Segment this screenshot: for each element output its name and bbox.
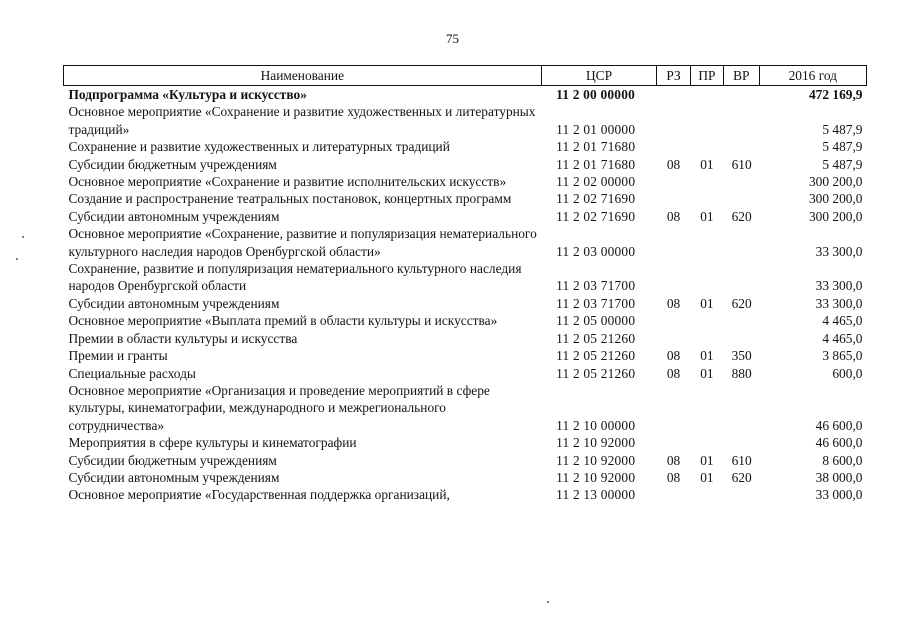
header-rz: РЗ <box>657 66 690 86</box>
cell-vr: 620 <box>731 469 752 485</box>
table-row <box>64 138 867 155</box>
table-row <box>64 190 867 207</box>
cell-csr: 11 2 05 21260 <box>556 330 636 346</box>
cell-name: Основное мероприятие «Организация и проведение мероприятий в сфере культуры, кинематографии, международного и межрегионального сотрудничества» <box>68 382 490 433</box>
cell-rz <box>657 486 690 503</box>
cell-vr <box>724 190 759 207</box>
cell-rz <box>657 434 690 451</box>
cell-rz: 08 <box>666 208 681 224</box>
cell-rz <box>657 312 690 329</box>
cell-rz <box>657 190 690 207</box>
table-row <box>64 434 867 451</box>
cell-vr <box>724 103 759 138</box>
cell-csr: 11 2 01 71680 <box>556 139 636 155</box>
cell-vr: 350 <box>731 348 752 364</box>
header-csr: ЦСР <box>541 66 657 86</box>
cell-vr <box>724 382 759 434</box>
table-body <box>64 86 867 504</box>
cell-name: Субсидии бюджетным учреждениям <box>68 156 277 172</box>
cell-vr: 620 <box>731 208 752 224</box>
cell-year: 33 300,0 <box>815 243 863 259</box>
cell-pr: 01 <box>700 348 714 364</box>
cell-pr: 01 <box>700 469 714 485</box>
cell-rz <box>657 330 690 347</box>
header-name: Наименование <box>64 66 542 86</box>
cell-pr <box>690 312 723 329</box>
cell-pr: 01 <box>700 452 714 468</box>
table-row <box>64 486 867 503</box>
cell-year: 300 200,0 <box>808 191 863 207</box>
cell-year: 46 600,0 <box>815 417 863 433</box>
scan-speck <box>22 236 24 238</box>
table-row <box>64 382 867 434</box>
cell-year: 600,0 <box>832 365 863 381</box>
table-row <box>64 365 867 382</box>
cell-pr: 01 <box>700 295 714 311</box>
cell-csr: 11 2 10 92000 <box>556 435 636 451</box>
cell-rz <box>657 86 690 104</box>
cell-pr <box>690 486 723 503</box>
cell-pr <box>690 225 723 260</box>
table-row <box>64 173 867 190</box>
cell-name: Подпрограмма «Культура и искусство» <box>68 87 307 102</box>
cell-name: Сохранение и развитие художественных и литературных традиций <box>68 139 450 155</box>
cell-csr: 11 2 01 00000 <box>556 121 636 137</box>
cell-name: Специальные расходы <box>68 365 196 381</box>
cell-csr: 11 2 02 71690 <box>556 191 636 207</box>
table-row <box>64 469 867 486</box>
cell-pr <box>690 260 723 295</box>
cell-rz <box>657 103 690 138</box>
cell-name: Премии в области культуры и искусства <box>68 330 298 346</box>
cell-pr <box>690 138 723 155</box>
cell-vr <box>724 260 759 295</box>
cell-csr: 11 2 05 00000 <box>556 313 636 329</box>
cell-vr <box>724 225 759 260</box>
table-header <box>64 66 867 86</box>
cell-pr <box>690 190 723 207</box>
cell-name: Основное мероприятие «Выплата премий в области культуры и искусства» <box>68 313 498 329</box>
cell-year: 4 465,0 <box>822 330 863 346</box>
cell-name: Создание и распространение театральных постановок, концертных программ <box>68 191 512 207</box>
cell-rz: 08 <box>666 365 681 381</box>
cell-rz: 08 <box>666 156 681 172</box>
scan-speck <box>547 601 549 603</box>
cell-pr: 01 <box>700 208 714 224</box>
cell-year: 5 487,9 <box>822 139 863 155</box>
cell-name: Основное мероприятие «Сохранение и развитие исполнительских искусств» <box>68 174 507 190</box>
cell-pr <box>690 173 723 190</box>
cell-pr <box>690 434 723 451</box>
cell-name: Субсидии автономным учреждениям <box>68 295 280 311</box>
cell-pr <box>690 103 723 138</box>
cell-name: Основное мероприятие «Сохранение, развитие и популяризация нематериального культурного наследия народов Оренбургской области» <box>68 226 537 259</box>
cell-pr: 01 <box>700 156 714 172</box>
table-row <box>64 347 867 364</box>
cell-csr: 11 2 10 92000 <box>556 469 636 485</box>
cell-rz: 08 <box>666 469 681 485</box>
cell-pr <box>690 86 723 104</box>
cell-rz <box>657 173 690 190</box>
cell-csr: 11 2 00 00000 <box>556 87 635 102</box>
cell-csr: 11 2 13 00000 <box>556 487 636 503</box>
cell-name: Субсидии автономным учреждениям <box>68 469 280 485</box>
cell-year: 472 169,9 <box>808 87 863 102</box>
cell-rz: 08 <box>666 452 681 468</box>
header-year: 2016 год <box>759 66 866 86</box>
cell-pr <box>690 330 723 347</box>
table-row <box>64 295 867 312</box>
cell-name: Основное мероприятие «Сохранение и развитие художественных и литературных традиций» <box>68 104 536 137</box>
cell-vr <box>724 486 759 503</box>
cell-csr: 11 2 01 71680 <box>556 156 636 172</box>
table-row <box>64 156 867 173</box>
cell-name: Мероприятия в сфере культуры и кинематографии <box>68 435 357 451</box>
table-row <box>64 312 867 329</box>
cell-year: 4 465,0 <box>822 313 863 329</box>
cell-rz <box>657 138 690 155</box>
cell-vr <box>724 434 759 451</box>
cell-name: Сохранение, развитие и популяризация нематериального культурного наследия народов Оренбургской области <box>68 261 522 294</box>
table-row <box>64 103 867 138</box>
cell-csr: 11 2 03 71700 <box>556 295 636 311</box>
cell-year: 300 200,0 <box>808 174 863 190</box>
cell-name: Субсидии бюджетным учреждениям <box>68 452 277 468</box>
cell-vr: 610 <box>731 452 752 468</box>
cell-vr: 610 <box>731 156 752 172</box>
cell-csr: 11 2 03 00000 <box>556 243 636 259</box>
cell-vr: 620 <box>731 295 752 311</box>
scan-speck <box>16 258 18 260</box>
cell-year: 38 000,0 <box>815 469 863 485</box>
cell-name: Субсидии автономным учреждениям <box>68 208 280 224</box>
cell-year: 33 300,0 <box>815 295 863 311</box>
cell-year: 46 600,0 <box>815 435 863 451</box>
cell-year: 3 865,0 <box>822 348 863 364</box>
cell-csr: 11 2 10 00000 <box>556 417 636 433</box>
cell-csr: 11 2 05 21260 <box>556 348 636 364</box>
cell-name: Премии и гранты <box>68 348 168 364</box>
page-number: 75 <box>446 31 459 46</box>
cell-csr: 11 2 02 00000 <box>556 174 636 190</box>
cell-year: 33 000,0 <box>815 487 863 503</box>
cell-rz <box>657 260 690 295</box>
budget-table <box>63 65 867 504</box>
cell-vr <box>724 173 759 190</box>
cell-csr: 11 2 05 21260 <box>556 365 636 381</box>
cell-vr <box>724 138 759 155</box>
table-row <box>64 225 867 260</box>
cell-vr: 880 <box>731 365 752 381</box>
header-pr: ПР <box>690 66 723 86</box>
table-row <box>64 86 867 104</box>
header-row <box>64 66 867 86</box>
header-vr: ВР <box>724 66 759 86</box>
table-row <box>64 452 867 469</box>
cell-vr <box>724 330 759 347</box>
cell-rz: 08 <box>666 348 681 364</box>
cell-pr: 01 <box>700 365 714 381</box>
table-row <box>64 330 867 347</box>
cell-year: 5 487,9 <box>822 156 863 172</box>
table-row <box>64 260 867 295</box>
cell-csr: 11 2 02 71690 <box>556 208 636 224</box>
cell-pr <box>690 382 723 434</box>
cell-year: 33 300,0 <box>815 278 863 294</box>
cell-vr <box>724 312 759 329</box>
cell-year: 5 487,9 <box>822 121 863 137</box>
cell-rz <box>657 225 690 260</box>
cell-name: Основное мероприятие «Государственная поддержка организаций, <box>68 487 450 503</box>
cell-vr <box>724 86 759 104</box>
cell-csr: 11 2 10 92000 <box>556 452 636 468</box>
cell-rz <box>657 382 690 434</box>
cell-year: 8 600,0 <box>822 452 863 468</box>
cell-csr: 11 2 03 71700 <box>556 278 636 294</box>
cell-rz: 08 <box>666 295 681 311</box>
table-row <box>64 208 867 225</box>
cell-year: 300 200,0 <box>808 208 863 224</box>
